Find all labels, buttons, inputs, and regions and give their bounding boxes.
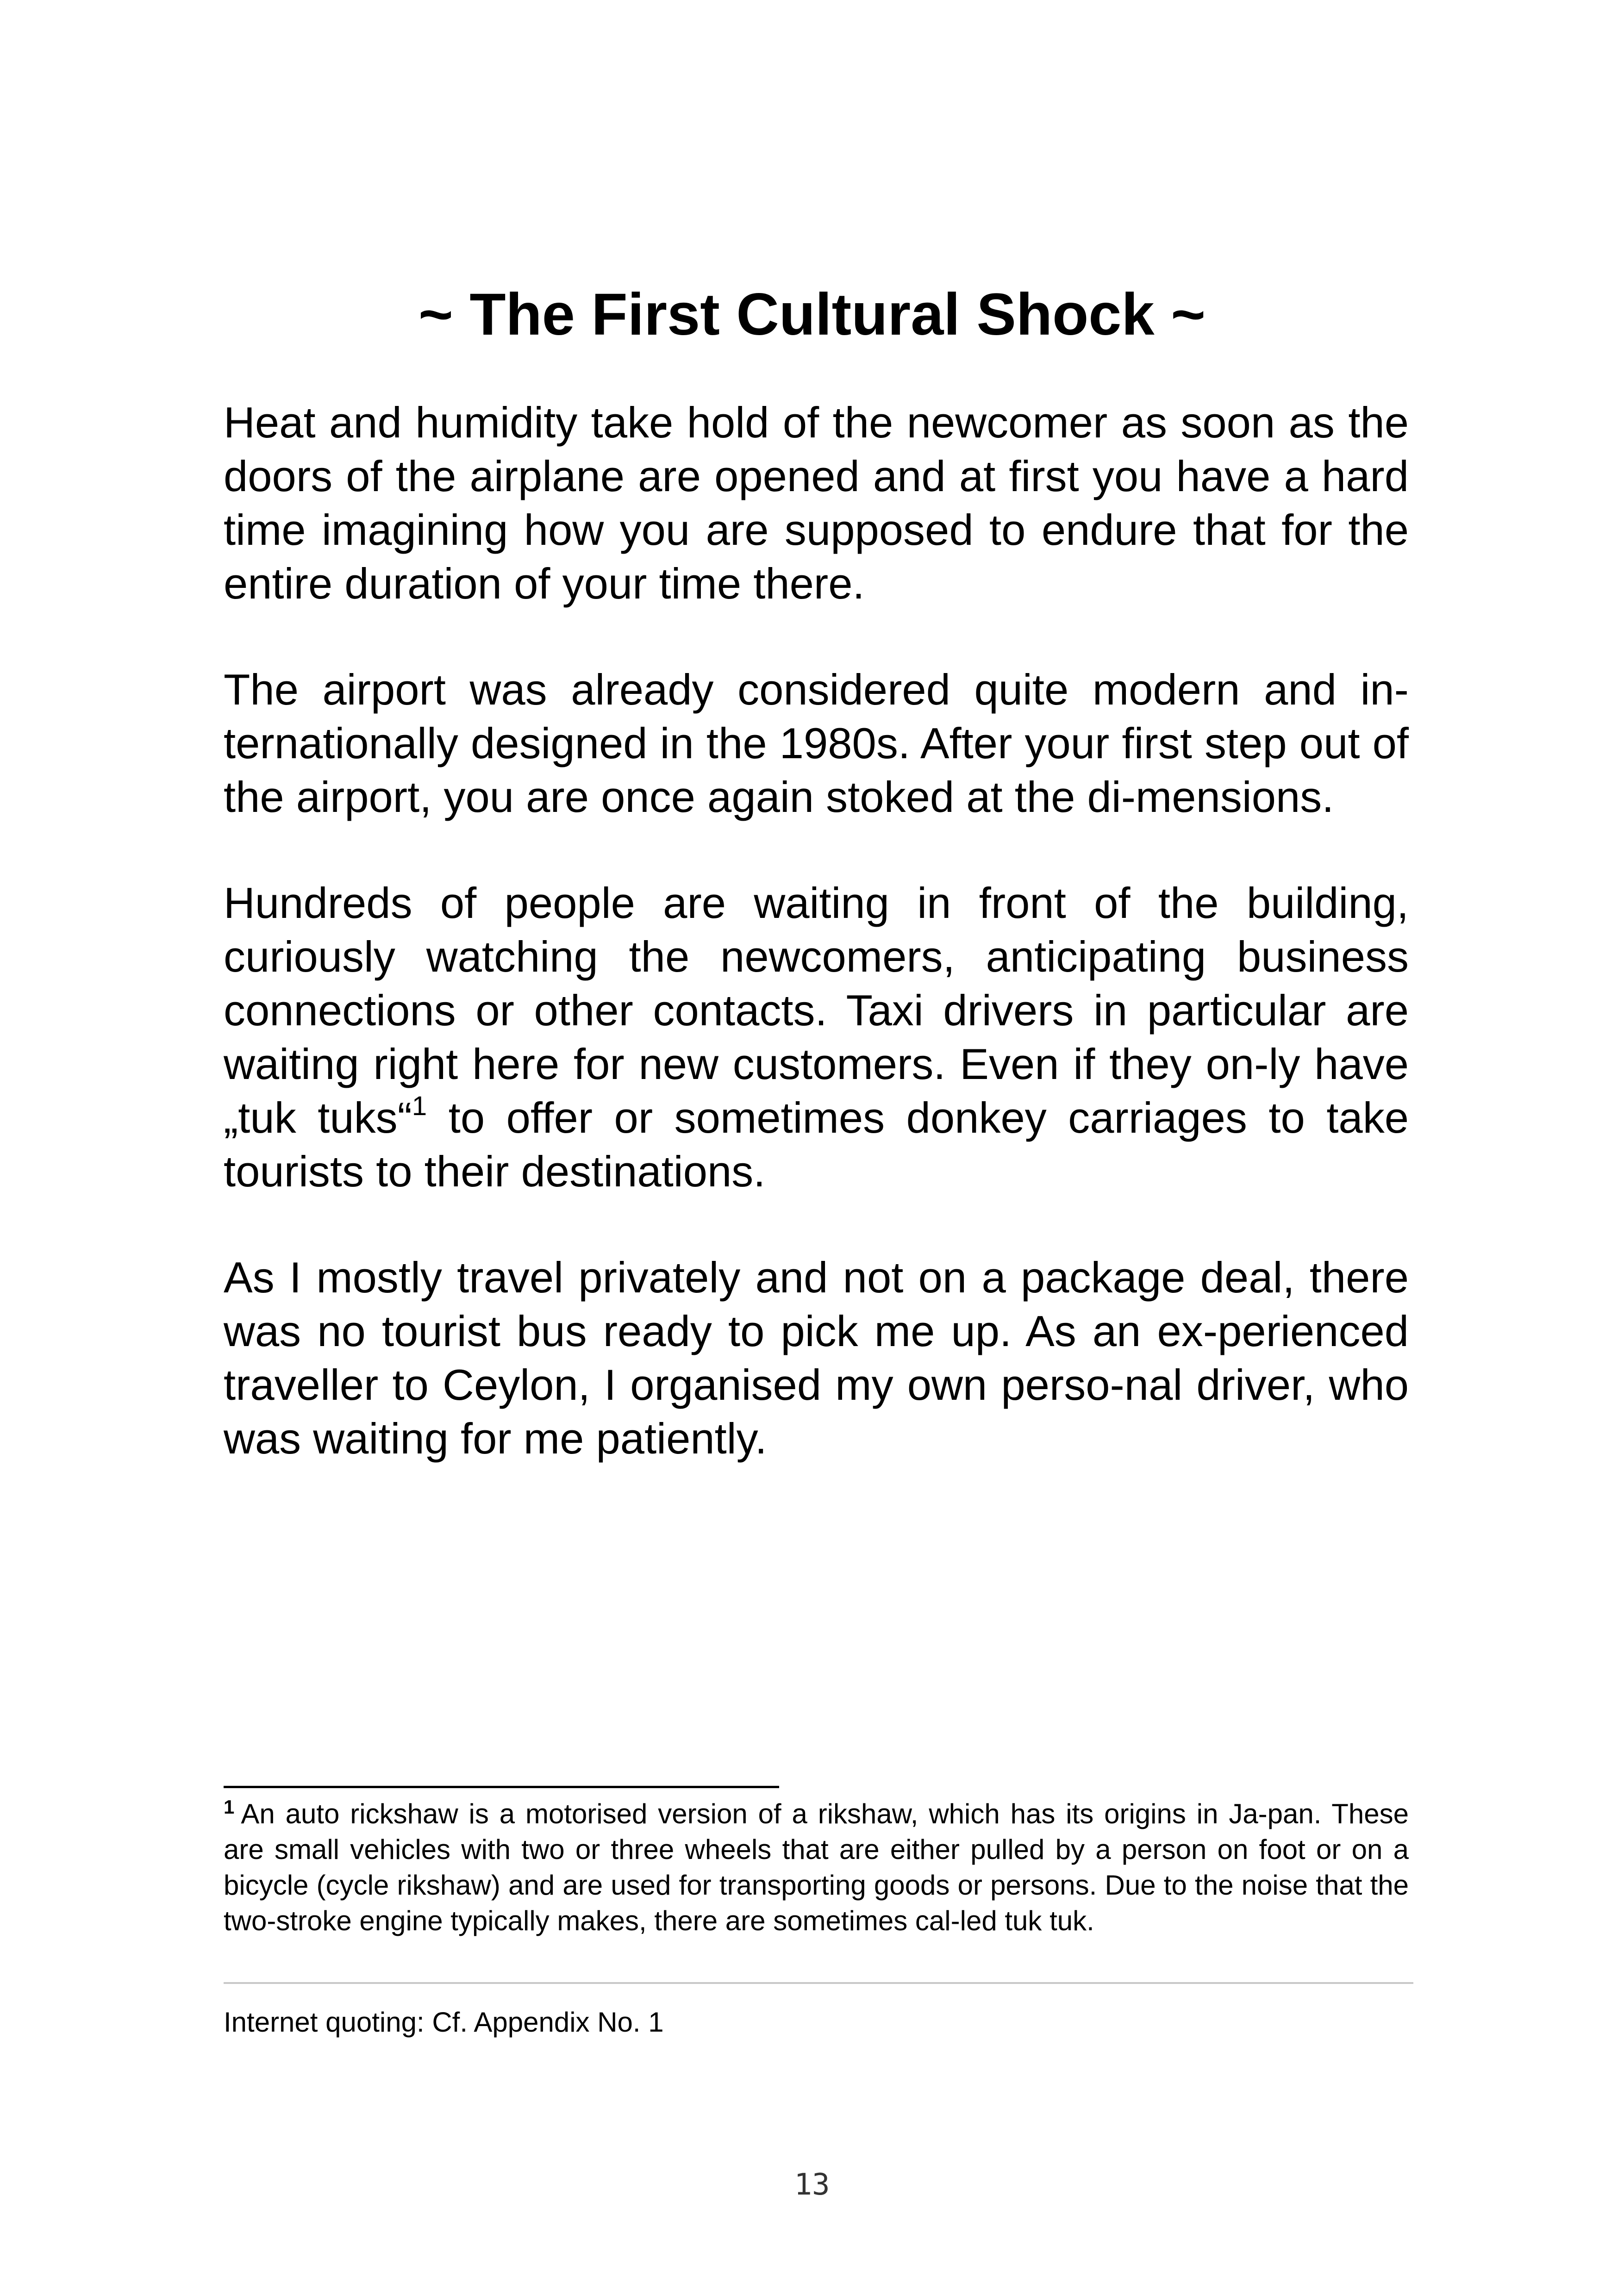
paragraph-crowd-text-after: to offer or sometimes donkey carriages to take tourists to their destinations. bbox=[224, 1093, 1409, 1196]
paragraph-crowd bbox=[224, 876, 1409, 1198]
footnote-reference: 1 bbox=[412, 1091, 427, 1121]
footnote-separator bbox=[224, 1786, 779, 1788]
footnote-text: An auto rickshaw is a motorised version of a rikshaw, which has its origins in Ja-pan. These are small vehicles with two or three wheels that are either pulled by a person on foot or on a bicycle (cycle rikshaw) and are used for transporting goods or persons. Due to the noise that the two-stroke engine typically makes, there are sometimes cal-led tuk tuk. bbox=[224, 1798, 1409, 1936]
paragraph-airport: The airport was already considered quite modern and in-ternationally designed in the 1980s. After your first step out of the airport, you are once again stoked at the di-mensions. bbox=[224, 665, 1409, 821]
source-note: Internet quoting: Cf. Appendix No. 1 bbox=[224, 2007, 664, 2038]
page-number: 13 bbox=[794, 2168, 830, 2202]
footnote bbox=[224, 1796, 1409, 1939]
body-text bbox=[224, 396, 1409, 1518]
source-separator bbox=[224, 1982, 1413, 1984]
paragraph-crowd-text-before: Hundreds of people are waiting in front of the building, curiously watching the newcomers, anticipating business connections or other contacts. Taxi drivers in particular are waiting right here for new customers. Even if they on-ly have „tuk tuks“ bbox=[224, 879, 1409, 1142]
footnote-mark: 1 bbox=[224, 1796, 235, 1818]
chapter-title: ~ The First Cultural Shock ~ bbox=[418, 281, 1206, 348]
paragraph-driver: As I mostly travel privately and not on a package deal, there was no tourist bus ready to pick me up. As an ex-perienced traveller to Ceylon, I organised my own perso-nal driver, who was waiting for me patiently. bbox=[224, 1253, 1409, 1463]
paragraph-heat-humidity: Heat and humidity take hold of the newcomer as soon as the doors of the airplane are opened and at first you have a hard time imagining how you are supposed to endure that for the entire duration of your time there. bbox=[224, 398, 1409, 608]
